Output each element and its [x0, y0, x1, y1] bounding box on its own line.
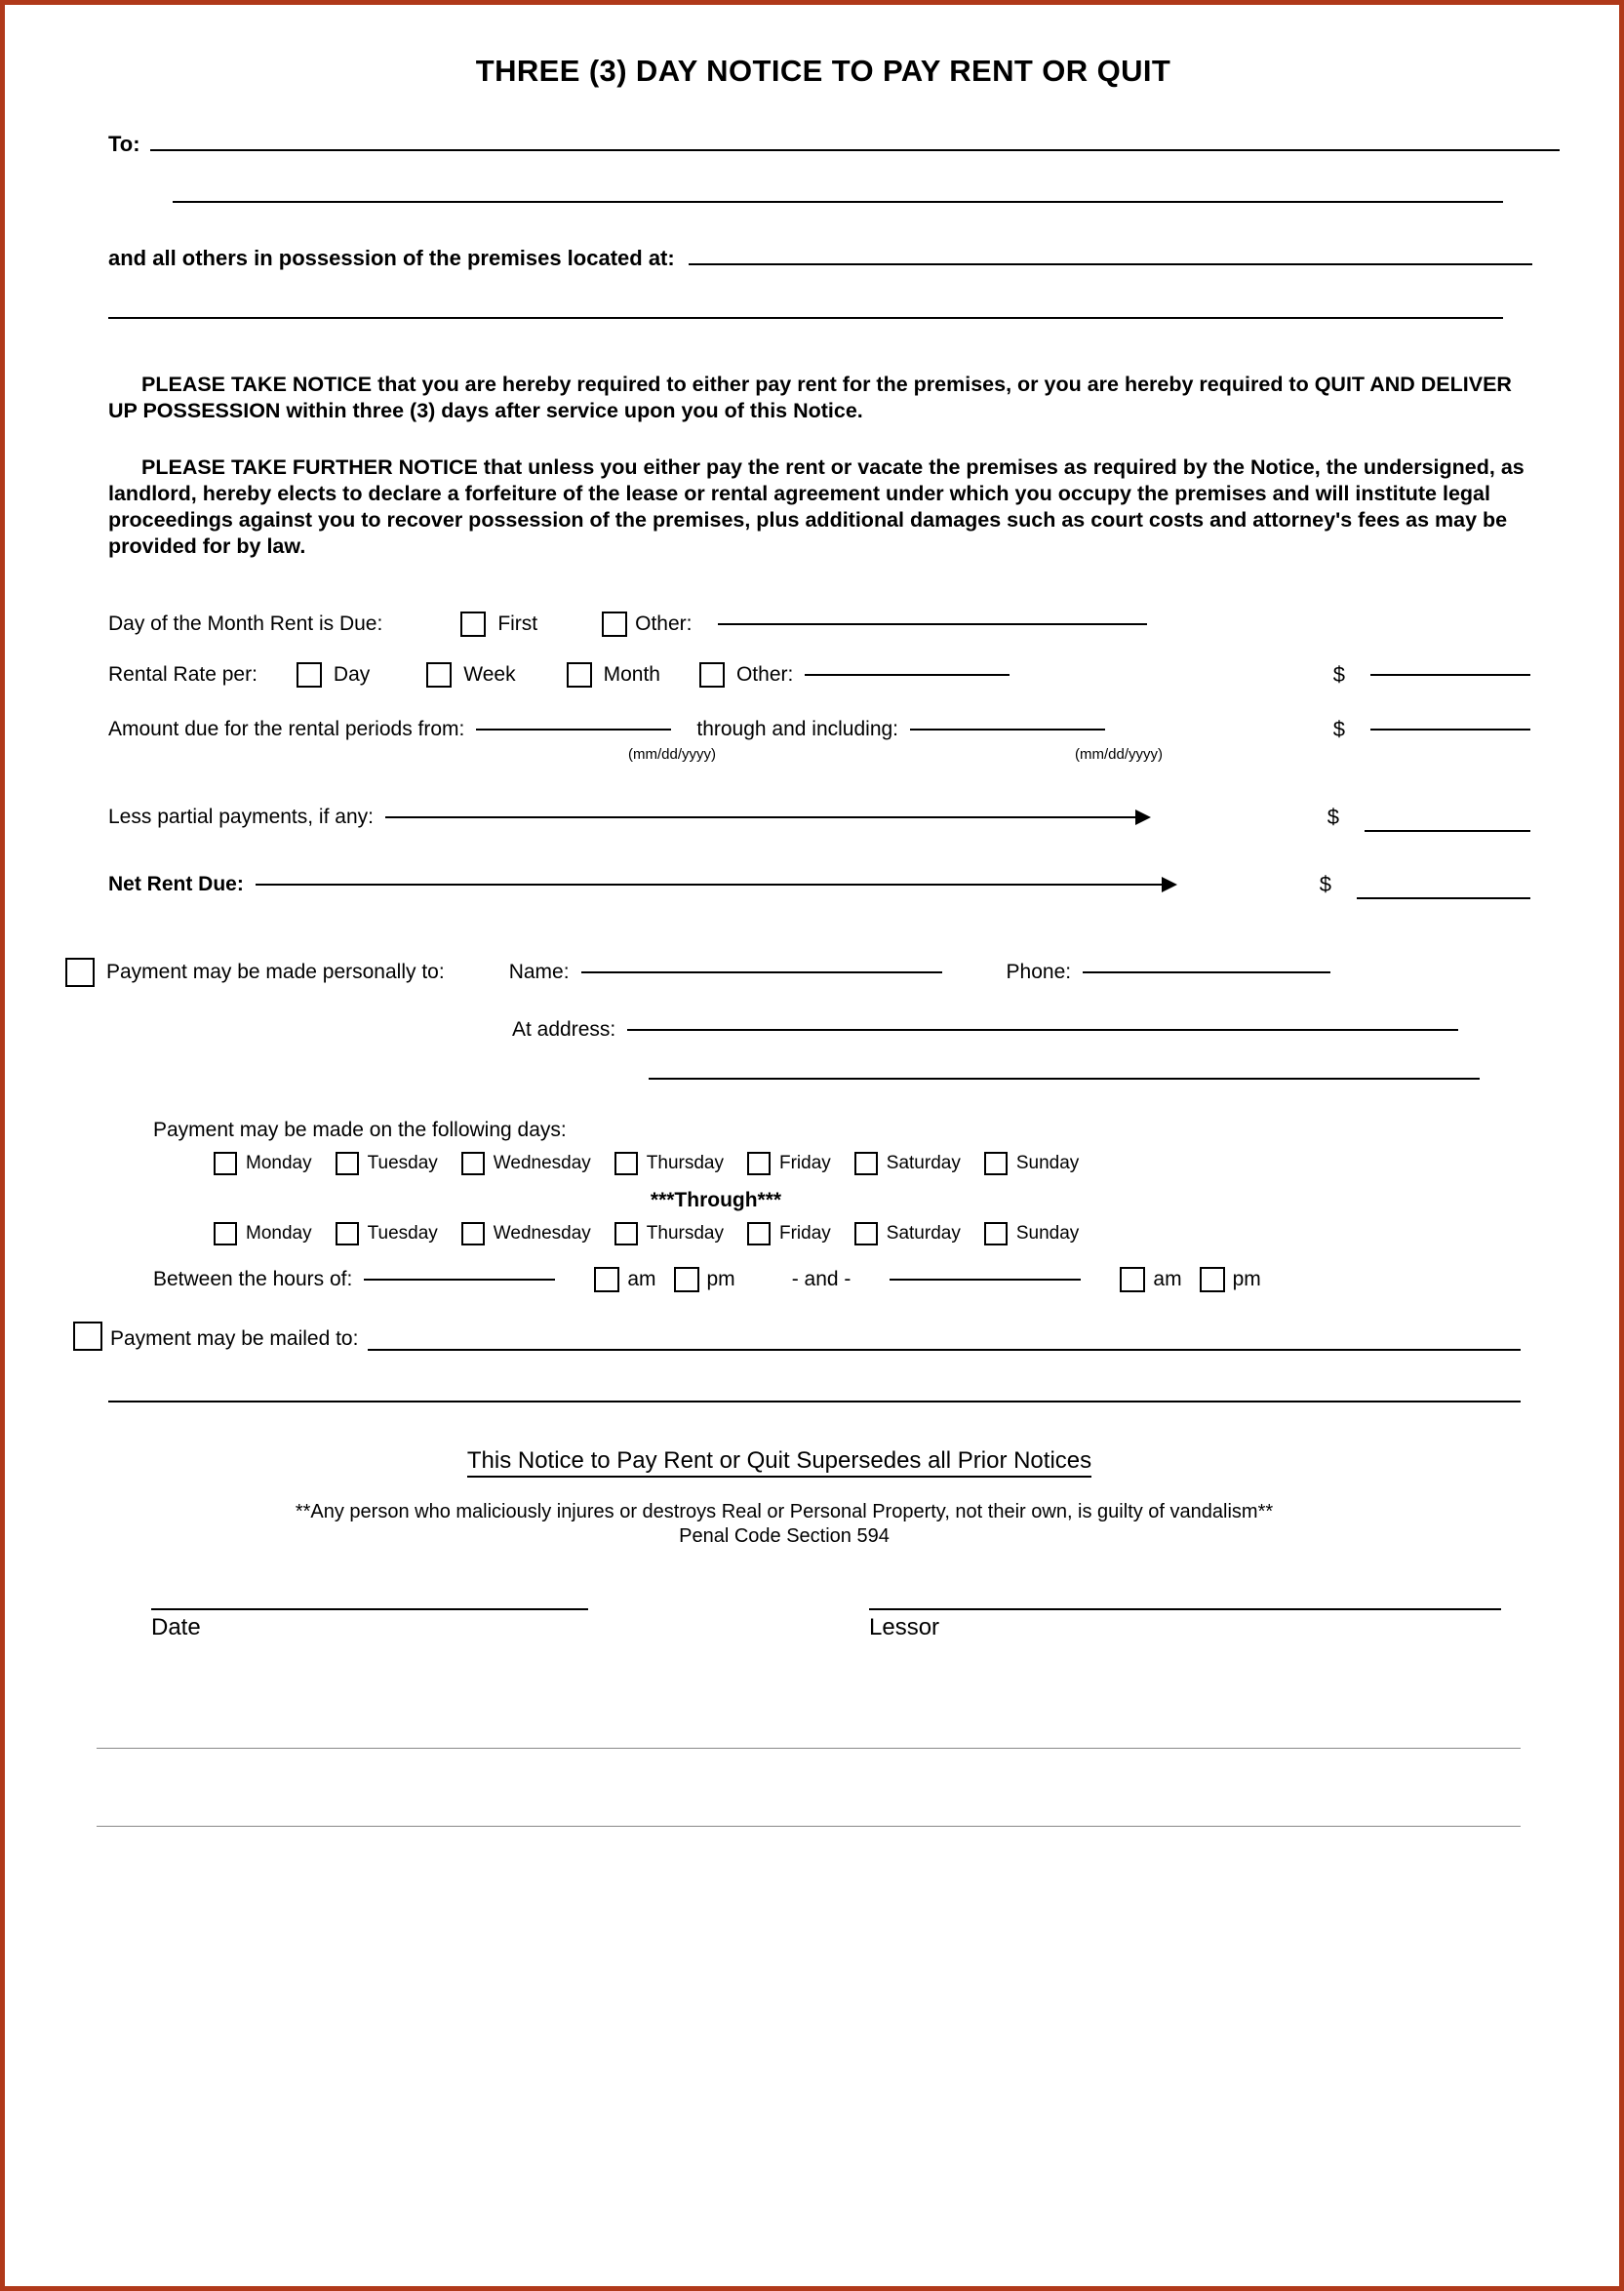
- hours-to-pm-label: pm: [1232, 1267, 1261, 1290]
- lessor-label: Lessor: [869, 1613, 940, 1640]
- hours-separator: - and -: [791, 1267, 852, 1290]
- day-start-tuesday-label: Tuesday: [367, 1152, 438, 1173]
- hours-from-input[interactable]: [364, 1278, 555, 1281]
- checkbox-end-wednesday[interactable]: [461, 1222, 485, 1245]
- day-start-saturday-label: Saturday: [886, 1152, 961, 1173]
- hours-from-am-label: am: [627, 1267, 656, 1290]
- day-end-tuesday-label: Tuesday: [367, 1222, 438, 1244]
- personal-payment-address-label: At address:: [512, 1017, 616, 1041]
- checkbox-start-saturday[interactable]: [854, 1152, 878, 1175]
- net-rent-input[interactable]: [1357, 896, 1530, 899]
- personal-payment-phone-label: Phone:: [1006, 960, 1072, 983]
- amount-due-through-hint: (mm/dd/yyyy): [1075, 745, 1163, 763]
- hours-to-input[interactable]: [890, 1278, 1081, 1281]
- day-start-wednesday-label: Wednesday: [493, 1152, 591, 1173]
- checkbox-end-tuesday[interactable]: [336, 1222, 359, 1245]
- vandalism-line-2: Penal Code Section 594: [679, 1524, 890, 1547]
- net-rent-row: [108, 871, 1530, 899]
- rate-other-label: Other:: [735, 662, 794, 686]
- rent-due-other-input[interactable]: [718, 622, 1147, 625]
- footer-divider-2: [97, 1825, 1521, 1827]
- payment-days-start-row: [58, 1152, 1560, 1175]
- net-rent-label: Net Rent Due:: [108, 873, 244, 896]
- checkbox-hours-from-am[interactable]: [594, 1267, 619, 1292]
- day-start-wednesday[interactable]: [461, 1152, 591, 1175]
- day-start-monday-label: Monday: [246, 1152, 312, 1173]
- rate-week-label: Week: [463, 662, 516, 686]
- checkbox-start-friday[interactable]: [747, 1152, 771, 1175]
- checkbox-rate-day[interactable]: [297, 662, 322, 688]
- personal-payment-address-row-2: [58, 1077, 1560, 1080]
- payment-days-end-row: [58, 1222, 1560, 1245]
- hours-to-am-label: am: [1153, 1267, 1182, 1290]
- lessor-signature-block: [869, 1607, 1501, 1641]
- day-start-tuesday[interactable]: [336, 1152, 438, 1175]
- amount-due-from-label: Amount due for the rental periods from:: [108, 717, 465, 740]
- checkbox-hours-to-pm[interactable]: [1200, 1267, 1225, 1292]
- mail-payment-label: Payment may be mailed to:: [110, 1326, 359, 1350]
- amount-due-from-hint: (mm/dd/yyyy): [628, 745, 716, 763]
- notice-paragraph-2: [58, 454, 1560, 561]
- hours-label: Between the hours of:: [153, 1267, 353, 1290]
- payment-days-through-heading: ***Through***: [650, 1188, 782, 1211]
- day-start-saturday[interactable]: [854, 1152, 961, 1175]
- less-partial-input[interactable]: [1365, 829, 1530, 832]
- date-signature-block: [151, 1607, 588, 1641]
- day-start-thursday-label: Thursday: [646, 1152, 724, 1173]
- less-partial-currency-symbol: $: [1327, 805, 1339, 830]
- less-partial-label: Less partial payments, if any:: [108, 806, 374, 829]
- notice-paragraph-2-text: PLEASE TAKE FURTHER NOTICE that unless you either pay the rent or vacate the premises as required by the Notice, the undersigned, as landlord, hereby elects to declare a forfeiture of the lease or rental agreement under which you occupy the premises and will institute legal proceedings against you to recover possession of the premises, plus additional damages such as court costs and attorney's fees as may be provided for by law.: [108, 454, 1525, 559]
- hours-from-pm-label: pm: [706, 1267, 735, 1290]
- day-end-sunday[interactable]: [984, 1222, 1079, 1245]
- personal-payment-address-input[interactable]: [627, 1028, 1458, 1031]
- rate-amount-input[interactable]: [1370, 673, 1530, 676]
- rate-currency-symbol: $: [1332, 661, 1345, 687]
- rent-due-day-row: [108, 612, 1530, 637]
- mail-payment-row: [58, 1322, 1560, 1351]
- day-end-friday[interactable]: [747, 1222, 831, 1245]
- amount-due-currency-symbol: $: [1332, 716, 1345, 741]
- amount-due-from-input[interactable]: [476, 728, 671, 731]
- amount-due-through-input[interactable]: [910, 728, 1105, 731]
- personal-payment-name-input[interactable]: [581, 970, 942, 973]
- amount-due-input[interactable]: [1370, 728, 1530, 731]
- rent-due-other-label: Other:: [635, 612, 693, 635]
- day-end-thursday-label: Thursday: [646, 1222, 724, 1244]
- mail-payment-input[interactable]: [368, 1348, 1521, 1351]
- checkbox-end-sunday[interactable]: [984, 1222, 1008, 1245]
- premises-input-line-1[interactable]: [689, 262, 1532, 265]
- day-end-wednesday-label: Wednesday: [493, 1222, 591, 1244]
- day-end-thursday[interactable]: [614, 1222, 724, 1245]
- checkbox-payment-mailed[interactable]: [73, 1322, 102, 1351]
- personal-payment-phone-input[interactable]: [1083, 970, 1330, 973]
- personal-payment-name-label: Name:: [508, 960, 570, 983]
- supersedes-text: This Notice to Pay Rent or Quit Supersedes all Prior Notices: [467, 1447, 1091, 1478]
- personal-payment-row: [58, 958, 1560, 987]
- date-format-hints: [108, 746, 1530, 763]
- day-start-friday[interactable]: [747, 1152, 831, 1175]
- checkbox-start-sunday[interactable]: [984, 1152, 1008, 1175]
- to-label: To:: [108, 132, 140, 156]
- rental-rate-label: Rental Rate per:: [108, 662, 257, 686]
- day-end-monday[interactable]: [214, 1222, 312, 1245]
- amount-due-through-label: through and including:: [696, 717, 899, 740]
- checkbox-end-friday[interactable]: [747, 1222, 771, 1245]
- checkbox-payment-personal[interactable]: [65, 958, 95, 987]
- less-partial-arrow: [385, 810, 1151, 824]
- day-end-tuesday[interactable]: [336, 1222, 438, 1245]
- date-signature-line[interactable]: [151, 1607, 588, 1610]
- checkbox-rent-due-other[interactable]: [602, 612, 627, 637]
- personal-payment-address-input-2[interactable]: [649, 1077, 1480, 1080]
- notice-paragraph-1-text: PLEASE TAKE NOTICE that you are hereby required to either pay rent for the premises, or you are hereby required to QUIT AND DELIVER UP POSSESSION within three (3) days after service upon you of this Notice.: [108, 373, 1512, 423]
- day-end-friday-label: Friday: [778, 1222, 831, 1244]
- footer-divider-1: [97, 1747, 1521, 1749]
- checkbox-start-tuesday[interactable]: [336, 1152, 359, 1175]
- notice-form: [58, 26, 1560, 1827]
- to-input-line-2-wrap: [58, 200, 1560, 203]
- checkbox-rate-month[interactable]: [567, 662, 592, 688]
- to-input-line-1[interactable]: [150, 148, 1560, 151]
- rent-due-day-label: Day of the Month Rent is Due:: [108, 612, 383, 635]
- hours-row: [58, 1267, 1560, 1292]
- checkbox-hours-from-pm[interactable]: [674, 1267, 699, 1292]
- premises-input-line-2[interactable]: [108, 316, 1503, 319]
- day-start-sunday-label: Sunday: [1015, 1152, 1080, 1173]
- day-end-sunday-label: Sunday: [1015, 1222, 1080, 1244]
- form-fields: [58, 612, 1560, 899]
- day-end-wednesday[interactable]: [461, 1222, 591, 1245]
- checkbox-end-thursday[interactable]: [614, 1222, 638, 1245]
- checkbox-hours-to-am[interactable]: [1120, 1267, 1145, 1292]
- less-partial-row: [108, 804, 1530, 832]
- checkbox-start-thursday[interactable]: [614, 1152, 638, 1175]
- to-row: [58, 132, 1560, 157]
- day-start-monday[interactable]: [214, 1152, 312, 1175]
- day-start-sunday[interactable]: [984, 1152, 1079, 1175]
- to-input-line-2[interactable]: [173, 200, 1503, 203]
- rate-month-label: Month: [603, 662, 660, 686]
- checkbox-rate-other[interactable]: [699, 662, 725, 688]
- mail-payment-input-line-2[interactable]: [108, 1400, 1521, 1402]
- amount-due-row: [108, 717, 1530, 742]
- document-sheet: [28, 17, 1589, 2270]
- rental-rate-row: [108, 662, 1530, 688]
- personal-payment-label: Payment may be made personally to:: [106, 960, 445, 983]
- rent-due-first-label: First: [497, 612, 538, 635]
- day-end-saturday[interactable]: [854, 1222, 961, 1245]
- premises-row: [58, 246, 1560, 271]
- supersedes-notice: [58, 1447, 1560, 1475]
- net-rent-currency-symbol: $: [1319, 872, 1331, 897]
- rate-other-input[interactable]: [805, 673, 1010, 676]
- day-start-thursday[interactable]: [614, 1152, 724, 1175]
- page-title: THREE (3) DAY NOTICE TO PAY RENT OR QUIT: [475, 54, 1171, 88]
- checkbox-start-wednesday[interactable]: [461, 1152, 485, 1175]
- checkbox-rate-week[interactable]: [426, 662, 452, 688]
- checkbox-end-monday[interactable]: [214, 1222, 237, 1245]
- vandalism-notice: [58, 1500, 1560, 1549]
- net-rent-arrow: [256, 878, 1177, 891]
- checkbox-rent-due-first[interactable]: [460, 612, 486, 637]
- rate-day-label: Day: [333, 662, 371, 686]
- vandalism-line-1: **Any person who maliciously injures or destroys Real or Personal Property, not their own, is guilty of vandalism**: [295, 1500, 1274, 1522]
- personal-payment-address-row: [58, 1018, 1560, 1042]
- date-label: Date: [151, 1613, 201, 1640]
- checkbox-end-saturday[interactable]: [854, 1222, 878, 1245]
- lessor-signature-line[interactable]: [869, 1607, 1501, 1610]
- notice-paragraph-1: [58, 372, 1560, 425]
- premises-label: and all others in possession of the premises located at:: [108, 246, 675, 270]
- day-end-saturday-label: Saturday: [886, 1222, 961, 1244]
- signature-row: [58, 1607, 1560, 1641]
- payment-days-heading: Payment may be made on the following days:: [153, 1118, 567, 1141]
- day-start-friday-label: Friday: [778, 1152, 831, 1173]
- day-end-monday-label: Monday: [246, 1222, 312, 1244]
- checkbox-start-monday[interactable]: [214, 1152, 237, 1175]
